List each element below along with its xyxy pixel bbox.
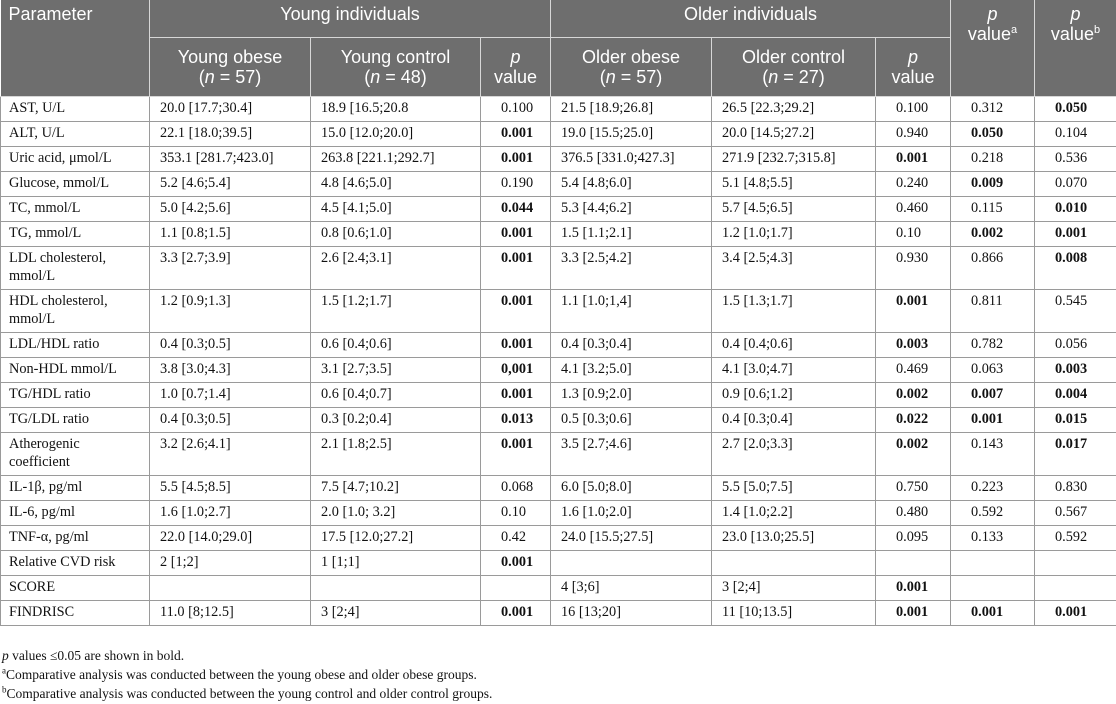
- row-parameter: TC, mmol/L: [1, 197, 150, 222]
- table-cell: 0.009: [951, 172, 1035, 197]
- table-cell: 0.002: [876, 383, 951, 408]
- table-cell: 6.0 [5.0;8.0]: [551, 476, 712, 501]
- table-cell: 1.5 [1.1;2.1]: [551, 222, 712, 247]
- table-cell: 0.866: [951, 247, 1035, 290]
- header-parameter: Parameter: [1, 0, 150, 97]
- table-cell: 3.2 [2.6;4.1]: [150, 433, 311, 476]
- table-row: [1, 122, 1116, 147]
- table-cell: 0.001: [481, 551, 551, 576]
- table-cell: 353.1 [281.7;423.0]: [150, 147, 311, 172]
- table-cell: 4.1 [3.2;5.0]: [551, 358, 712, 383]
- row-parameter: TNF-α, pg/ml: [1, 526, 150, 551]
- table-cell: 0.469: [876, 358, 951, 383]
- table-cell: 0.070: [1035, 172, 1116, 197]
- table-cell: 0.460: [876, 197, 951, 222]
- table-cell: 0.5 [0.3;0.6]: [551, 408, 712, 433]
- table-cell: 2.6 [2.4;3.1]: [311, 247, 481, 290]
- table-cell: [1035, 551, 1116, 576]
- table-cell: 0.218: [951, 147, 1035, 172]
- table-cell: 0.063: [951, 358, 1035, 383]
- table-cell: 0.007: [951, 383, 1035, 408]
- table-cell: 0.930: [876, 247, 951, 290]
- table-cell: 0.001: [481, 122, 551, 147]
- header-young-obese: Young obese (n = 57): [150, 38, 311, 97]
- table-cell: 0.022: [876, 408, 951, 433]
- table-cell: 0.010: [1035, 197, 1116, 222]
- table-cell: 23.0 [13.0;25.5]: [712, 526, 876, 551]
- table-cell: 0.592: [951, 501, 1035, 526]
- table-cell: 16 [13;20]: [551, 601, 712, 626]
- table-cell: 1.2 [0.9;1.3]: [150, 290, 311, 333]
- table-cell: 1.3 [0.9;2.0]: [551, 383, 712, 408]
- table-cell: 1.5 [1.3;1.7]: [712, 290, 876, 333]
- table-cell: 0.001: [481, 247, 551, 290]
- table-row: [1, 290, 1116, 333]
- table-cell: 4.5 [4.1;5.0]: [311, 197, 481, 222]
- table-cell: [150, 576, 311, 601]
- table-cell: 22.0 [14.0;29.0]: [150, 526, 311, 551]
- table-cell: 0.001: [951, 408, 1035, 433]
- table-cell: 3 [2;4]: [311, 601, 481, 626]
- header-p-value-a: p value$^a$: [951, 0, 1035, 97]
- table-cell: 1.1 [0.8;1.5]: [150, 222, 311, 247]
- header-p-value-b: p value$^b$: [1035, 0, 1116, 97]
- table-cell: 0.003: [876, 333, 951, 358]
- table-cell: 0.100: [481, 97, 551, 122]
- table-cell: 0.017: [1035, 433, 1116, 476]
- table-cell: 5.2 [4.6;5.4]: [150, 172, 311, 197]
- row-parameter: SCORE: [1, 576, 150, 601]
- header-older-p-value: p value: [876, 38, 951, 97]
- row-parameter: AST, U/L: [1, 97, 150, 122]
- table-cell: 18.9 [16.5;20.8: [311, 97, 481, 122]
- table-cell: 0.068: [481, 476, 551, 501]
- table-cell: 3.3 [2.7;3.9]: [150, 247, 311, 290]
- footnote-a: $^a$Comparative analysis was conducted between the young obese and older obese groups.: [2, 665, 477, 682]
- row-parameter: ALT, U/L: [1, 122, 150, 147]
- table-cell: 0.9 [0.6;1.2]: [712, 383, 876, 408]
- table-cell: 0.940: [876, 122, 951, 147]
- table-row: [1, 433, 1116, 476]
- footnote-b: $^b$Comparative analysis was conducted between the young control and older control groups.: [2, 684, 493, 701]
- row-parameter: HDL cholesterol, mmol/L: [1, 290, 150, 333]
- table-cell: 0.223: [951, 476, 1035, 501]
- table-cell: 0.567: [1035, 501, 1116, 526]
- row-parameter: LDL cholesterol, mmol/L: [1, 247, 150, 290]
- table-cell: 0.133: [951, 526, 1035, 551]
- table-cell: 0.001: [481, 222, 551, 247]
- table-cell: 5.7 [4.5;6.5]: [712, 197, 876, 222]
- table-cell: 0.4 [0.3;0.4]: [712, 408, 876, 433]
- table-cell: 4 [3;6]: [551, 576, 712, 601]
- table-cell: 0.782: [951, 333, 1035, 358]
- table-cell: 0.001: [1035, 601, 1116, 626]
- table-cell: [951, 576, 1035, 601]
- table-cell: 376.5 [331.0;427.3]: [551, 147, 712, 172]
- table-row: [1, 333, 1116, 358]
- table-cell: 0.10: [481, 501, 551, 526]
- table-cell: 4.1 [3.0;4.7]: [712, 358, 876, 383]
- table-cell: 2.1 [1.8;2.5]: [311, 433, 481, 476]
- table-cell: 0.4 [0.3;0.5]: [150, 333, 311, 358]
- table-cell: 0.001: [876, 601, 951, 626]
- table-cell: [311, 576, 481, 601]
- table-row: [1, 97, 1116, 122]
- row-parameter: Non-HDL mmol/L: [1, 358, 150, 383]
- table-cell: [551, 551, 712, 576]
- table-cell: 0.050: [1035, 97, 1116, 122]
- table-cell: 2 [1;2]: [150, 551, 311, 576]
- table-body: [1, 97, 1116, 626]
- table-cell: 26.5 [22.3;29.2]: [712, 97, 876, 122]
- table-cell: 15.0 [12.0;20.0]: [311, 122, 481, 147]
- table-cell: 5.0 [4.2;5.6]: [150, 197, 311, 222]
- row-parameter: LDL/HDL ratio: [1, 333, 150, 358]
- table-cell: 0.001: [481, 290, 551, 333]
- footnote-bold: p values ≤0.05 are shown in bold.: [2, 648, 185, 663]
- table-row: [1, 222, 1116, 247]
- table-cell: 0.001: [481, 147, 551, 172]
- table-cell: 11 [10;13.5]: [712, 601, 876, 626]
- table-cell: 0.4 [0.3;0.5]: [150, 408, 311, 433]
- table-cell: 0.536: [1035, 147, 1116, 172]
- table-footnotes: [2, 646, 492, 703]
- table-header: [1, 0, 1116, 97]
- table-cell: 4.8 [4.6;5.0]: [311, 172, 481, 197]
- table-cell: 5.3 [4.4;6.2]: [551, 197, 712, 222]
- table-cell: 0.4 [0.3;0.4]: [551, 333, 712, 358]
- table-cell: 0.8 [0.6;1.0]: [311, 222, 481, 247]
- row-parameter: Uric acid, μmol/L: [1, 147, 150, 172]
- header-older-control: Older control (n = 27): [712, 38, 876, 97]
- table-cell: 0.001: [951, 601, 1035, 626]
- table-cell: 0.001: [481, 601, 551, 626]
- table-cell: 0.001: [481, 433, 551, 476]
- table-cell: 21.5 [18.9;26.8]: [551, 97, 712, 122]
- table-cell: 0.002: [951, 222, 1035, 247]
- table-row: [1, 601, 1116, 626]
- table-cell: 1.0 [0.7;1.4]: [150, 383, 311, 408]
- table-cell: 0.592: [1035, 526, 1116, 551]
- table-row: [1, 247, 1116, 290]
- row-parameter: IL-1β, pg/ml: [1, 476, 150, 501]
- table-row: [1, 526, 1116, 551]
- table-cell: 0.6 [0.4;0.6]: [311, 333, 481, 358]
- row-parameter: Glucose, mmol/L: [1, 172, 150, 197]
- table-cell: 0.015: [1035, 408, 1116, 433]
- table-cell: 0.002: [876, 433, 951, 476]
- table-cell: 0.480: [876, 501, 951, 526]
- table-cell: 5.5 [4.5;8.5]: [150, 476, 311, 501]
- table-row: [1, 383, 1116, 408]
- table-cell: 0.008: [1035, 247, 1116, 290]
- table-cell: 1.5 [1.2;1.7]: [311, 290, 481, 333]
- table-cell: 271.9 [232.7;315.8]: [712, 147, 876, 172]
- table-cell: 0.190: [481, 172, 551, 197]
- table-row: [1, 476, 1116, 501]
- table-cell: 3 [2;4]: [712, 576, 876, 601]
- table-cell: 0.6 [0.4;0.7]: [311, 383, 481, 408]
- table-cell: 0.044: [481, 197, 551, 222]
- table-cell: [481, 576, 551, 601]
- table-cell: 0.4 [0.4;0.6]: [712, 333, 876, 358]
- table-cell: 1.4 [1.0;2.2]: [712, 501, 876, 526]
- table-cell: 24.0 [15.5;27.5]: [551, 526, 712, 551]
- header-older-individuals: Older individuals: [551, 0, 951, 38]
- table-cell: 0.001: [481, 383, 551, 408]
- table-cell: 0.001: [876, 290, 951, 333]
- table-cell: 11.0 [8;12.5]: [150, 601, 311, 626]
- row-parameter: TG/LDL ratio: [1, 408, 150, 433]
- row-parameter: TG/HDL ratio: [1, 383, 150, 408]
- table-cell: 0.001: [481, 333, 551, 358]
- table-cell: 0.056: [1035, 333, 1116, 358]
- table-row: [1, 358, 1116, 383]
- table-cell: 0,001: [481, 358, 551, 383]
- table-row: [1, 197, 1116, 222]
- table-row: [1, 408, 1116, 433]
- table-cell: 1.1 [1.0;1,4]: [551, 290, 712, 333]
- header-young-p-value: p value: [481, 38, 551, 97]
- table-cell: 0.312: [951, 97, 1035, 122]
- table-cell: 0.115: [951, 197, 1035, 222]
- table-cell: 3.3 [2.5;4.2]: [551, 247, 712, 290]
- table-cell: [1035, 576, 1116, 601]
- table-cell: 19.0 [15.5;25.0]: [551, 122, 712, 147]
- table-cell: 0.811: [951, 290, 1035, 333]
- table-cell: 0.013: [481, 408, 551, 433]
- table-row: [1, 551, 1116, 576]
- header-young-control: Young control (n = 48): [311, 38, 481, 97]
- header-older-obese: Older obese (n = 57): [551, 38, 712, 97]
- table-cell: 17.5 [12.0;27.2]: [311, 526, 481, 551]
- table-cell: 0.240: [876, 172, 951, 197]
- table-cell: 0.001: [876, 147, 951, 172]
- table-cell: 22.1 [18.0;39.5]: [150, 122, 311, 147]
- table-row: [1, 172, 1116, 197]
- table-cell: 3.4 [2.5;4.3]: [712, 247, 876, 290]
- table-cell: 1.6 [1.0;2.7]: [150, 501, 311, 526]
- table-cell: 7.5 [4.7;10.2]: [311, 476, 481, 501]
- table-cell: [951, 551, 1035, 576]
- table-cell: 20.0 [14.5;27.2]: [712, 122, 876, 147]
- table-cell: 3.8 [3.0;4.3]: [150, 358, 311, 383]
- table-cell: 5.1 [4.8;5.5]: [712, 172, 876, 197]
- table-cell: 3.5 [2.7;4.6]: [551, 433, 712, 476]
- table-cell: 0.004: [1035, 383, 1116, 408]
- table-cell: 0.143: [951, 433, 1035, 476]
- row-parameter: TG, mmol/L: [1, 222, 150, 247]
- table-cell: 5.5 [5.0;7.5]: [712, 476, 876, 501]
- table-row: [1, 501, 1116, 526]
- table-cell: 2.0 [1.0; 3.2]: [311, 501, 481, 526]
- table-cell: 0.3 [0.2;0.4]: [311, 408, 481, 433]
- table-cell: [876, 551, 951, 576]
- table-cell: 0.830: [1035, 476, 1116, 501]
- table-cell: 0.095: [876, 526, 951, 551]
- table-cell: 0.104: [1035, 122, 1116, 147]
- table-cell: 0.001: [876, 576, 951, 601]
- table-cell: 5.4 [4.8;6.0]: [551, 172, 712, 197]
- table-cell: 0.42: [481, 526, 551, 551]
- table-cell: 0.001: [1035, 222, 1116, 247]
- table-cell: 0.050: [951, 122, 1035, 147]
- table-cell: 0.100: [876, 97, 951, 122]
- table-cell: 1 [1;1]: [311, 551, 481, 576]
- table-cell: 3.1 [2.7;3.5]: [311, 358, 481, 383]
- table-cell: 1.6 [1.0;2.0]: [551, 501, 712, 526]
- row-parameter: Atherogenic coefficient: [1, 433, 150, 476]
- table-cell: 1.2 [1.0;1.7]: [712, 222, 876, 247]
- header-young-individuals: Young individuals: [150, 0, 551, 38]
- table-cell: [712, 551, 876, 576]
- table-cell: 20.0 [17.7;30.4]: [150, 97, 311, 122]
- table-cell: 0.750: [876, 476, 951, 501]
- row-parameter: Relative CVD risk: [1, 551, 150, 576]
- table-row: [1, 147, 1116, 172]
- table-cell: 2.7 [2.0;3.3]: [712, 433, 876, 476]
- table-cell: 0.10: [876, 222, 951, 247]
- table-row: [1, 576, 1116, 601]
- row-parameter: IL-6, pg/ml: [1, 501, 150, 526]
- table-cell: 263.8 [221.1;292.7]: [311, 147, 481, 172]
- table-cell: 0.003: [1035, 358, 1116, 383]
- table-cell: 0.545: [1035, 290, 1116, 333]
- row-parameter: FINDRISC: [1, 601, 150, 626]
